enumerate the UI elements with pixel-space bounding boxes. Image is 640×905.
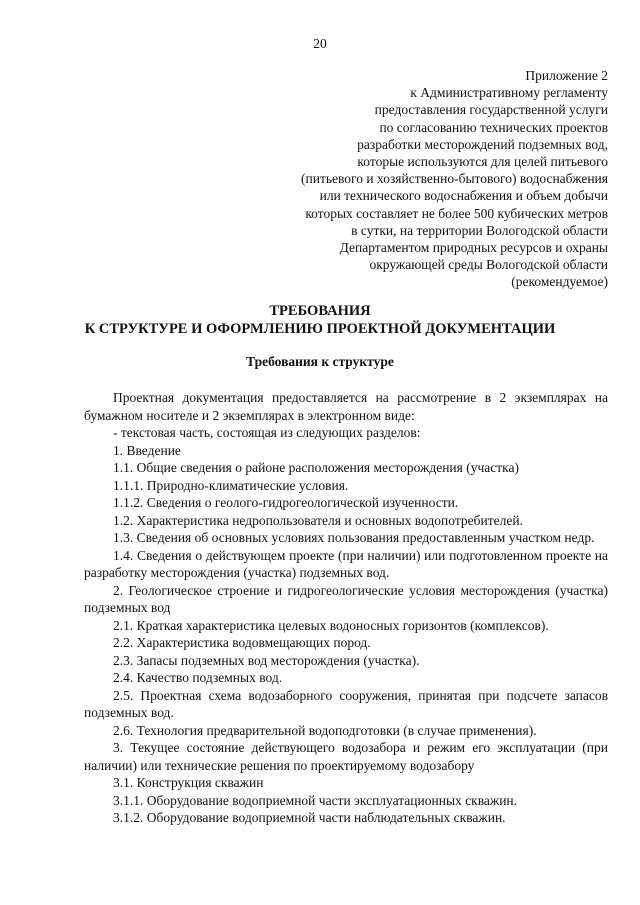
document-body bbox=[84, 389, 608, 827]
page-number: 20 bbox=[313, 36, 327, 51]
list-item: 2.6. Технология предварительной водоподготовки (в случае применения). bbox=[113, 722, 537, 738]
list-item: 3.1.1. Оборудование водоприемной части эксплуатационных скважин. bbox=[113, 792, 518, 808]
list-item: 3.1. Конструкция скважин bbox=[113, 775, 264, 790]
appendix-header bbox=[301, 67, 608, 291]
appendix-line: Приложение 2 bbox=[525, 68, 608, 83]
list-item: 1. Введение bbox=[113, 442, 181, 458]
paragraph: - текстовая часть, состоящая из следующих разделов: bbox=[113, 425, 421, 440]
list-item: 2.2. Характеристика водовмещающих пород. bbox=[113, 635, 371, 650]
list-item: 1.1. Общие сведения о районе расположения месторождения (участка) bbox=[113, 460, 519, 475]
list-item: 2.1. Краткая характеристика целевых водоносных горизонтов (комплексов). bbox=[113, 617, 549, 633]
title-line: ТРЕБОВАНИЯ bbox=[269, 303, 371, 319]
appendix-line: или технического водоснабжения и объем добычи bbox=[319, 188, 608, 204]
appendix-line: которых составляет не более 500 кубических метров bbox=[305, 205, 608, 221]
list-item: 2.5. Проектная схема водозаборного сооружения, принятая при подсчете запасов подземных вод. bbox=[84, 687, 608, 720]
appendix-line: разработки месторождений подземных вод, bbox=[357, 136, 608, 152]
appendix-line: (питьевого и хозяйственно-бытового) водоснабжения bbox=[301, 171, 608, 187]
list-item: 2.3. Запасы подземных вод месторождения (участка). bbox=[113, 652, 420, 668]
list-item: 3.1.2. Оборудование водоприемной части наблюдательных скважин. bbox=[113, 810, 506, 825]
list-item: 2. Геологическое строение и гидрогеологические условия месторождения (участка) подземных вод bbox=[84, 582, 608, 615]
list-item: 1.3. Сведения об основных условиях пользования предоставленным участком недр. bbox=[113, 530, 595, 545]
title-line: К СТРУКТУРЕ И ОФОРМЛЕНИЮ ПРОЕКТНОЙ ДОКУМЕНТАЦИИ bbox=[84, 321, 556, 337]
appendix-line: Департаментом природных ресурсов и охраны bbox=[339, 240, 608, 256]
appendix-line: (рекомендуемое) bbox=[511, 274, 608, 290]
appendix-line: окружающей среды Вологодской области bbox=[369, 257, 608, 273]
appendix-line: которые используются для целей питьевого bbox=[357, 154, 608, 170]
appendix-line: предоставления государственной услуги bbox=[374, 102, 608, 118]
document-title bbox=[0, 302, 640, 338]
section-subtitle: Требования к структуре bbox=[246, 354, 394, 369]
appendix-line: по согласованию технических проектов bbox=[379, 119, 608, 135]
list-item: 3. Текущее состояние действующего водозабора и режим его эксплуатации (при наличии) или технические решения по проектируемому водозабору bbox=[84, 740, 608, 773]
appendix-line: к Административному регламенту bbox=[410, 85, 608, 101]
appendix-line: в сутки, на территории Вологодской области bbox=[351, 222, 608, 238]
list-item: 1.2. Характеристика недропользователя и основных водопотребителей. bbox=[113, 512, 523, 528]
paragraph: Проектная документация предоставляется на рассмотрение в 2 экземплярах на бумажном носителе и 2 экземплярах в электронном виде: bbox=[84, 390, 608, 423]
list-item: 1.4. Сведения о действующем проекте (при наличии) или подготовленном проекте на разработку месторождения (участка) подземных вод. bbox=[84, 547, 608, 580]
list-item: 1.1.1. Природно-климатические условия. bbox=[113, 477, 349, 493]
list-item: 1.1.2. Сведения о геолого-гидрогеологической изученности. bbox=[113, 495, 459, 510]
list-item: 2.4. Качество подземных вод. bbox=[113, 670, 283, 685]
